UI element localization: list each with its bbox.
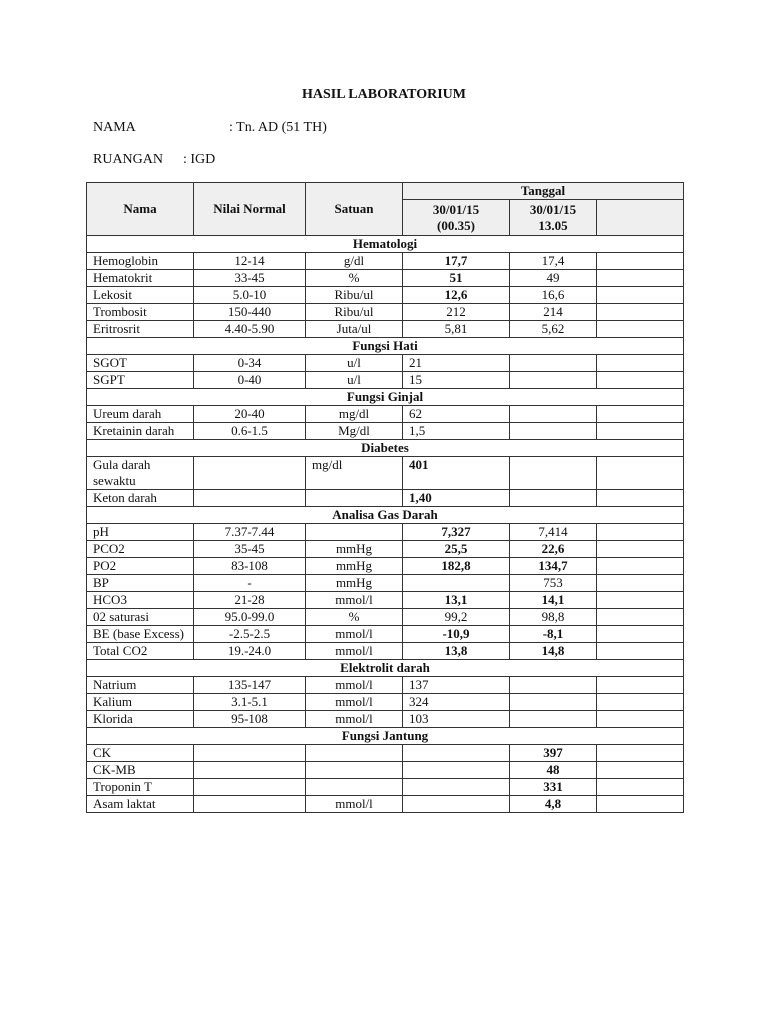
table-row [87, 609, 684, 626]
unit: Ribu/ul [306, 304, 403, 321]
test-name: CK [87, 745, 194, 762]
test-name: pH [87, 524, 194, 541]
normal-range [194, 490, 306, 507]
normal-range: 95.0-99.0 [194, 609, 306, 626]
test-name: Kretainin darah [87, 423, 194, 440]
value-date-2: 397 [510, 745, 597, 762]
table-row [87, 711, 684, 728]
table-row [87, 270, 684, 287]
value-date-2: 17,4 [510, 253, 597, 270]
header-date-3 [597, 200, 684, 236]
section-title: Elektrolit darah [87, 660, 684, 677]
section-header [87, 338, 684, 355]
table-row [87, 745, 684, 762]
value-date-1: 51 [403, 270, 510, 287]
table-row [87, 796, 684, 813]
header-date-1: 30/01/15 (00.35) [403, 200, 510, 236]
normal-range: 12-14 [194, 253, 306, 270]
value-date-2: 4,8 [510, 796, 597, 813]
value-date-1: 1,40 [403, 490, 510, 507]
unit: mmHg [306, 558, 403, 575]
normal-range: 135-147 [194, 677, 306, 694]
value-date-3 [597, 423, 684, 440]
room-value: : IGD [183, 152, 216, 167]
unit: mmol/l [306, 643, 403, 660]
test-name: Kalium [87, 694, 194, 711]
value-date-2: 214 [510, 304, 597, 321]
unit: mmol/l [306, 796, 403, 813]
unit: % [306, 270, 403, 287]
normal-range: 0-40 [194, 372, 306, 389]
normal-range: 95-108 [194, 711, 306, 728]
unit: g/dl [306, 253, 403, 270]
normal-range: 3.1-5.1 [194, 694, 306, 711]
lab-results-table [86, 182, 684, 813]
value-date-3 [597, 355, 684, 372]
section-header [87, 389, 684, 406]
value-date-3 [597, 321, 684, 338]
normal-range [194, 779, 306, 796]
unit [306, 762, 403, 779]
value-date-2: 5,62 [510, 321, 597, 338]
value-date-2 [510, 423, 597, 440]
table-row [87, 626, 684, 643]
normal-range: 33-45 [194, 270, 306, 287]
unit: mmHg [306, 575, 403, 592]
section-header [87, 728, 684, 745]
test-name: Trombosit [87, 304, 194, 321]
value-date-3 [597, 524, 684, 541]
test-name: HCO3 [87, 592, 194, 609]
value-date-1: 1,5 [403, 423, 510, 440]
value-date-1: 401 [403, 457, 510, 490]
header-nilai-normal: Nilai Normal [194, 183, 306, 236]
test-name: PO2 [87, 558, 194, 575]
value-date-3 [597, 490, 684, 507]
table-row [87, 694, 684, 711]
room-label: RUANGAN [93, 152, 163, 167]
unit: Ribu/ul [306, 287, 403, 304]
unit: mmol/l [306, 677, 403, 694]
test-name: Eritrosrit [87, 321, 194, 338]
table-row [87, 457, 684, 490]
section-title: Fungsi Ginjal [87, 389, 684, 406]
unit [306, 524, 403, 541]
value-date-2: 134,7 [510, 558, 597, 575]
value-date-2: 48 [510, 762, 597, 779]
page-title: HASIL LABORATORIUM [301, 87, 466, 102]
section-title: Analisa Gas Darah [87, 507, 684, 524]
test-name: Natrium [87, 677, 194, 694]
value-date-1: 324 [403, 694, 510, 711]
value-date-2: 22,6 [510, 541, 597, 558]
patient-name-row [93, 120, 327, 136]
value-date-1 [403, 762, 510, 779]
unit: mmol/l [306, 694, 403, 711]
table-row [87, 643, 684, 660]
value-date-1: 7,327 [403, 524, 510, 541]
test-name: SGOT [87, 355, 194, 372]
value-date-3 [597, 711, 684, 728]
test-name: Hematokrit [87, 270, 194, 287]
test-name: 02 saturasi [87, 609, 194, 626]
value-date-3 [597, 796, 684, 813]
value-date-2: 14,1 [510, 592, 597, 609]
table-row [87, 253, 684, 270]
value-date-1: 182,8 [403, 558, 510, 575]
section-header [87, 660, 684, 677]
table-row [87, 423, 684, 440]
unit: mg/dl [306, 457, 403, 490]
value-date-2 [510, 711, 597, 728]
value-date-3 [597, 287, 684, 304]
test-name: Total CO2 [87, 643, 194, 660]
value-date-3 [597, 406, 684, 423]
unit: mmol/l [306, 711, 403, 728]
value-date-3 [597, 694, 684, 711]
patient-room-row [93, 152, 216, 168]
table-row [87, 541, 684, 558]
section-header [87, 236, 684, 253]
section-title: Fungsi Jantung [87, 728, 684, 745]
header-nama: Nama [87, 183, 194, 236]
table-row [87, 304, 684, 321]
table-row [87, 762, 684, 779]
test-name: Troponin T [87, 779, 194, 796]
value-date-3 [597, 762, 684, 779]
value-date-1: 15 [403, 372, 510, 389]
value-date-3 [597, 609, 684, 626]
section-header [87, 440, 684, 457]
table-row [87, 558, 684, 575]
unit: % [306, 609, 403, 626]
normal-range [194, 762, 306, 779]
value-date-2 [510, 694, 597, 711]
unit [306, 490, 403, 507]
unit: u/l [306, 355, 403, 372]
normal-range: 35-45 [194, 541, 306, 558]
normal-range: 0.6-1.5 [194, 423, 306, 440]
value-date-2: 14,8 [510, 643, 597, 660]
normal-range [194, 796, 306, 813]
table-row [87, 321, 684, 338]
table-row [87, 287, 684, 304]
normal-range: -2.5-2.5 [194, 626, 306, 643]
table-row [87, 372, 684, 389]
test-name: Hemoglobin [87, 253, 194, 270]
test-name: Gula darah sewaktu [87, 457, 194, 490]
normal-range: 5.0-10 [194, 287, 306, 304]
value-date-1: 25,5 [403, 541, 510, 558]
value-date-2: 16,6 [510, 287, 597, 304]
value-date-1: 17,7 [403, 253, 510, 270]
normal-range: 150-440 [194, 304, 306, 321]
value-date-2: 7,414 [510, 524, 597, 541]
value-date-1: 21 [403, 355, 510, 372]
unit: u/l [306, 372, 403, 389]
test-name: Keton darah [87, 490, 194, 507]
value-date-2 [510, 677, 597, 694]
value-date-2: -8,1 [510, 626, 597, 643]
value-date-3 [597, 372, 684, 389]
section-title: Hematologi [87, 236, 684, 253]
section-title: Fungsi Hati [87, 338, 684, 355]
value-date-1: 137 [403, 677, 510, 694]
unit [306, 745, 403, 762]
value-date-1 [403, 796, 510, 813]
normal-range: - [194, 575, 306, 592]
normal-range: 0-34 [194, 355, 306, 372]
value-date-2 [510, 406, 597, 423]
value-date-1: 13,8 [403, 643, 510, 660]
value-date-1: 99,2 [403, 609, 510, 626]
unit: mg/dl [306, 406, 403, 423]
normal-range: 7.37-7.44 [194, 524, 306, 541]
normal-range: 20-40 [194, 406, 306, 423]
table-row [87, 575, 684, 592]
value-date-3 [597, 541, 684, 558]
test-name: Lekosit [87, 287, 194, 304]
value-date-3 [597, 745, 684, 762]
value-date-3 [597, 626, 684, 643]
value-date-1: 103 [403, 711, 510, 728]
value-date-1: 5,81 [403, 321, 510, 338]
unit: mmol/l [306, 592, 403, 609]
test-name: BP [87, 575, 194, 592]
value-date-1 [403, 779, 510, 796]
value-date-1: 212 [403, 304, 510, 321]
normal-range: 83-108 [194, 558, 306, 575]
table-row [87, 779, 684, 796]
value-date-2: 331 [510, 779, 597, 796]
value-date-2 [510, 372, 597, 389]
value-date-2 [510, 457, 597, 490]
header-tanggal: Tanggal [403, 183, 684, 200]
value-date-2 [510, 490, 597, 507]
test-name: Ureum darah [87, 406, 194, 423]
value-date-2: 98,8 [510, 609, 597, 626]
header-date-2: 30/01/15 13.05 [510, 200, 597, 236]
value-date-3 [597, 643, 684, 660]
value-date-3 [597, 304, 684, 321]
value-date-3 [597, 592, 684, 609]
name-value: : Tn. AD (51 TH) [229, 120, 327, 135]
table-row [87, 490, 684, 507]
table-row [87, 524, 684, 541]
normal-range: 4.40-5.90 [194, 321, 306, 338]
value-date-1 [403, 745, 510, 762]
value-date-3 [597, 253, 684, 270]
value-date-1: 13,1 [403, 592, 510, 609]
test-name: Klorida [87, 711, 194, 728]
normal-range: 19.-24.0 [194, 643, 306, 660]
value-date-2: 49 [510, 270, 597, 287]
table-row [87, 592, 684, 609]
section-header [87, 507, 684, 524]
value-date-3 [597, 457, 684, 490]
value-date-2 [510, 355, 597, 372]
table-row [87, 406, 684, 423]
value-date-3 [597, 270, 684, 287]
header-satuan: Satuan [306, 183, 403, 236]
value-date-1 [403, 575, 510, 592]
value-date-1: 62 [403, 406, 510, 423]
name-label: NAMA [93, 120, 136, 135]
unit [306, 779, 403, 796]
normal-range [194, 457, 306, 490]
test-name: PCO2 [87, 541, 194, 558]
value-date-1: 12,6 [403, 287, 510, 304]
value-date-3 [597, 677, 684, 694]
value-date-3 [597, 779, 684, 796]
test-name: Asam laktat [87, 796, 194, 813]
normal-range [194, 745, 306, 762]
unit: mmol/l [306, 626, 403, 643]
value-date-2: 753 [510, 575, 597, 592]
table-row [87, 677, 684, 694]
value-date-3 [597, 575, 684, 592]
unit: Mg/dl [306, 423, 403, 440]
unit: mmHg [306, 541, 403, 558]
test-name: SGPT [87, 372, 194, 389]
test-name: BE (base Excess) [87, 626, 194, 643]
value-date-1: -10,9 [403, 626, 510, 643]
unit: Juta/ul [306, 321, 403, 338]
test-name: CK-MB [87, 762, 194, 779]
section-title: Diabetes [87, 440, 684, 457]
normal-range: 21-28 [194, 592, 306, 609]
table-row [87, 355, 684, 372]
value-date-3 [597, 558, 684, 575]
